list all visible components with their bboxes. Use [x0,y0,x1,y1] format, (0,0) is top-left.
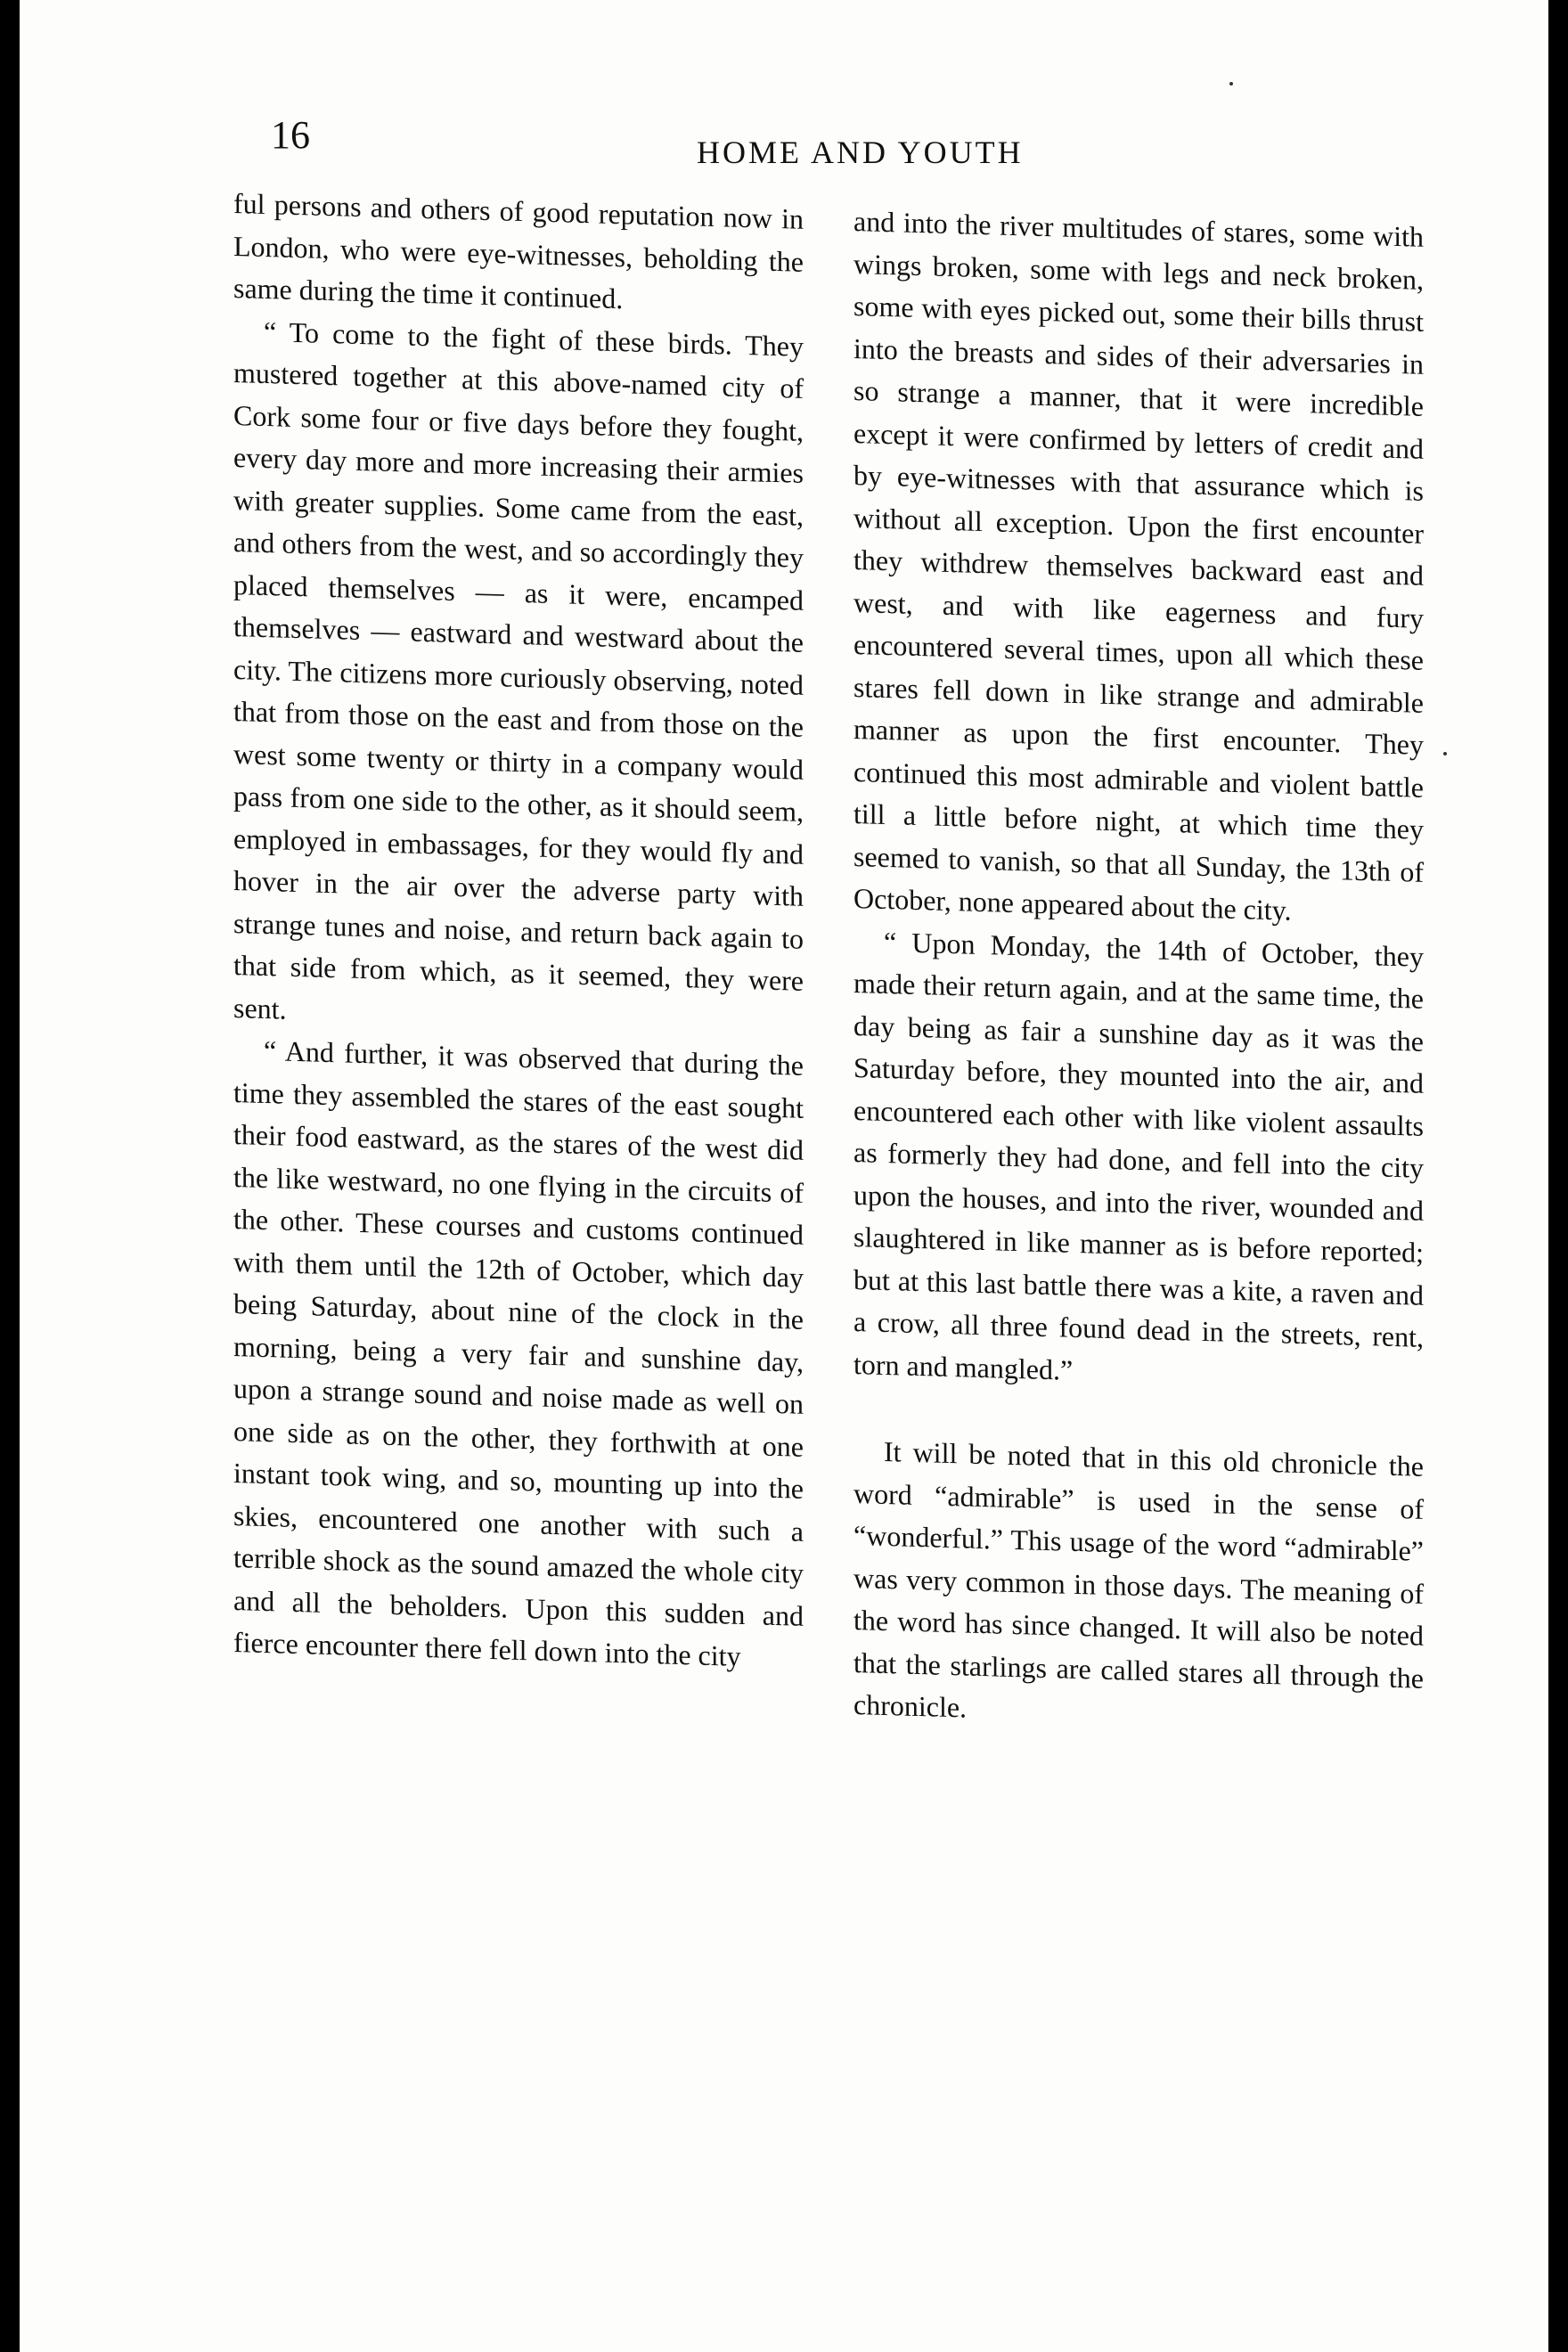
left-paragraph-2: “ To come to the fight of these birds. They mustered together at this above-named city of Cork some four or five days before they fought, every day more and more increasing their armies with greater supplies. Some came from the east, and others from the west, and so accordingly they placed themselves — as it were, encamped themselves — eastward and westward about the city. The citizens more curiously observing, noted that from those on the east and from those on the west some twenty or thirty in a company would pass from one side to the other, as it should seem, employed in embassages, for they would fly and hover in the air over the adverse party with strange tunes and noise, and return back again to that side from which, as it seemed, they were sent. [233,314,804,1025]
right-column [853,200,1424,1742]
right-paragraph-3: It will be noted that in this old chronicle the word “admirable” is used in the sense of “wonderful.” This usage of the word “admirable” was very common in those days. The meaning of the word has since changed. It will also be noted that the starlings are called stares all through the chronicle. [853,1434,1424,1724]
left-paragraph-3: “ And further, it was observed that during the time they assembled the stares of the east sought their food eastward, as the stares of the west did the like westward, no one flying in the circuits of the other. These courses and customs continued with them until the 12th of October, which day being Saturday, about nine of the clock in the morning, being a very fair and sunshine day, upon a strange sound and noise made as well on one side as on the other, they forthwith at one instant took wing, and so, mounting up into the skies, encountered one another with such a terrible shock as the sound amazed the whole city and all the beholders. Upon this sudden and fierce encounter there fell down into the city [233,1033,804,1672]
speck [1443,752,1447,755]
left-paragraph-1: ful persons and others of good reputation now in London, who were eye-witnesses, beholding the same during the time it continued. [233,187,804,315]
right-paragraph-2: “ Upon Monday, the 14th of October, they made their return again, and at the same time, the day being as fair a sunshine day as it was the Saturday before, they mounted into the air, and encountered each other with like violent assaults as formerly they had done, and fell into the city upon the houses, and into the river, wounded and slaughtered in like manner as is before reported; but at this last battle there was a kite, a raven and a crow, all three found dead in the streets, rent, torn and mangled.” [853,925,1424,1386]
page [20,0,1548,2352]
running-head: HOME AND YOUTH [697,135,1024,170]
page-number: 16 [271,113,310,157]
left-column [233,183,804,1679]
right-paragraph-1: and into the river multitudes of stares, some with wings broken, some with legs and neck broken, some with eyes picked out, some their bills thrust into the breasts and sides of their adversaries in so strange a manner, that it were incredible except it were confirmed by letters of credit and by eye-witnesses with that assurance which is without all exception. Upon the first encounter they withdrew themselves backward east and west, and with like eagerness and fury encountered several times, upon all which these stares fell down in like strange and admirable manner as upon the first encounter. They continued this most admirable and violent battle till a little before night, at which time they seemed to vanish, so that all Sunday, the 13th of October, none appeared about the city. [853,205,1424,927]
speck [1229,82,1233,86]
